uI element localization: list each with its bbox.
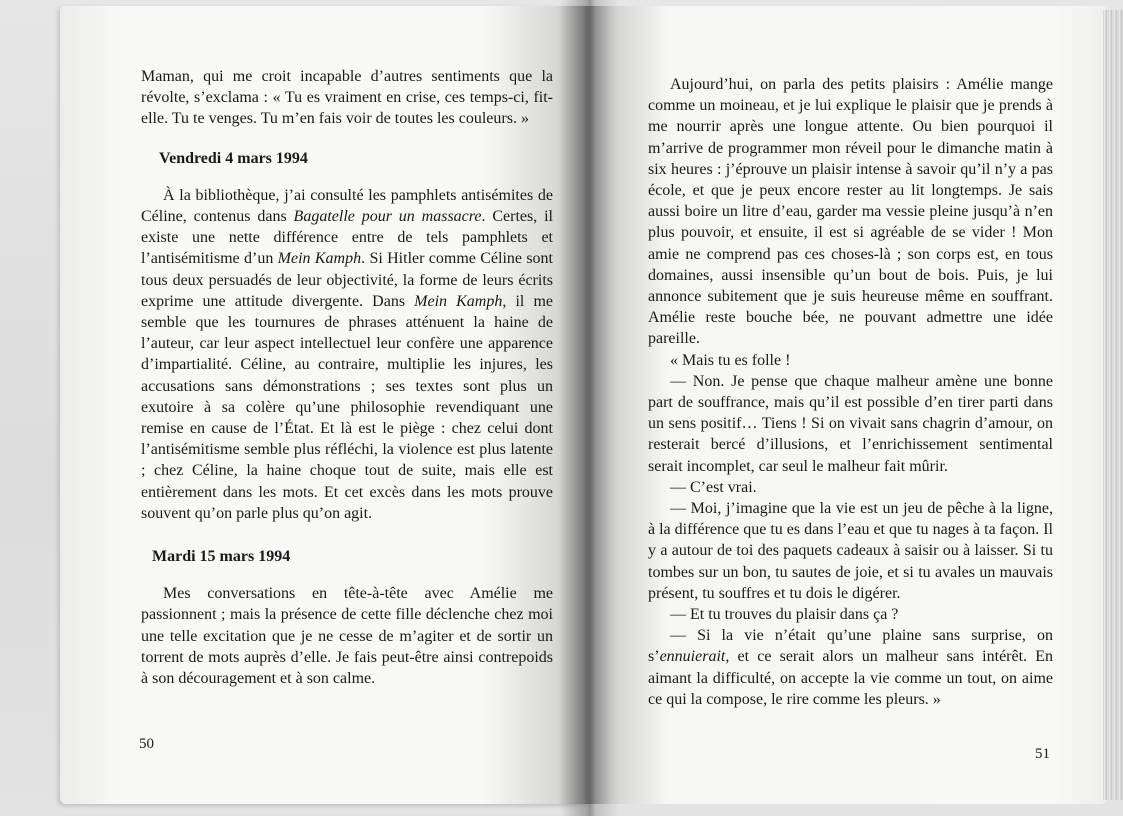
left-opening-paragraph: Maman, qui me croit incapable d’autres sentiments que la révolte, s’exclama : « Tu es vraiment en crise, ces temps-ci, fit-elle. Tu te venges. Tu m’en fais voir de toutes les couleurs. » bbox=[141, 68, 553, 128]
dialogue-line-non: — Non. Je pense que chaque malheur amène une bonne part de souffrance, mais qu’il est possible d’en tirer parti dans un sens positif… Tiens ! Si on vivait sans chagrin d’amour, on resterait bercé d’illusions, et l’enrichissement sentimental serait incomplet, car seul le malheur fait mûrir. bbox=[648, 372, 1053, 475]
entry-paragraph-amelie: Mes conversations en tête-à-tête avec Amélie me passionnent ; mais la présence de cette fille déclenche chez moi une telle excitation que je ne cesse de m’agiter et de sortir un torrent de mots auprès d’elle. Je fais peut-être ainsi contrepoids à son découragement et à son calme. bbox=[141, 585, 553, 688]
left-page bbox=[60, 6, 588, 804]
diary-heading-vendredi: Vendredi 4 mars 1994 bbox=[159, 149, 308, 167]
diary-heading-mardi: Mardi 15 mars 1994 bbox=[152, 548, 291, 566]
left-page-text bbox=[141, 66, 553, 689]
book-title-mein-kamph: Mein Kamph bbox=[277, 250, 362, 268]
right-paragraph-plaisirs: Aujourd’hui, on parla des petits plaisirs : Amélie mange comme un moineau, et je lui explique le plaisir que je prends à me nourrir après une longue attente. Ou bien pourquoi il m’arrive de programmer mon réveil pour le dimanche matin à six heures : j’éprouve un plaisir intense à savoir qu’il n’y a pas école, et que je peux encore rester au lit longtemps. Je sais aussi boire un litre d’eau, garder ma vessie pleine jusqu’à n’en plus pouvoir, et ensuite, il est si agréable de se vider ! Mon amie ne comprend pas ces choses-là ; son corps est, en tous domaines, aussi insensible qu’un bout de bois. Puis, je lui annonce subitement que je suis heureuse même en souffrant. Amélie reste bouche bée, ne pouvant admettre une idée pareille. bbox=[648, 76, 1053, 348]
page-number-right: 51 bbox=[1035, 746, 1050, 762]
dialogue-line-plaine: — Si la vie n’était qu’une plaine sans surprise, on s’ennuierait, et ce serait alors un malheur sans intérêt. En aimant la difficulté, on accepte la vie comme un tout, on aime ce qui la compose, le rire comme les pleurs. » bbox=[648, 627, 1053, 708]
entry-paragraph-celine: À la bibliothèque, j’ai consulté les pamphlets antisémites de Céline, contenus dans Bagatelle pour un massacre. Certes, il existe une nette différence entre de tels pamphlets et l’antisémitisme d’un Mein Kamph. Si Hitler comme Céline sont tous deux persuadés de leur objectivité, la forme de leurs écrits exprime une attitude divergente. Dans Mein Kamph, il me semble que les tournures de phrases atténuent la haine de l’auteur, car leur aspect intellectuel leur confère une apparence d’impartialité. Céline, au contraire, multiplie les injures, les accusations sans démonstrations ; ses textes sont plus un exutoire à sa colère qu’une philosophie revendiquant une remise en cause de l’État. Et là est le piège : chez celui dont l’antisémitisme semble plus réfléchi, la violence est plus latente ; chez Céline, la haine choque tout de suite, mais elle est entièrement dans les mots. Et cet excès dans les mots prouve souvent qu’on parle plus qu’on agit. bbox=[141, 186, 554, 522]
dialogue-line-folle: « Mais tu es folle ! bbox=[670, 351, 791, 369]
book-page-edges bbox=[1103, 10, 1123, 800]
book-title-bagatelle: Bagatelle pour un massacre bbox=[293, 208, 482, 226]
dialogue-line-plaisir: — Et tu trouves du plaisir dans ça ? bbox=[670, 606, 899, 624]
dialogue-line-peche: — Moi, j’imagine que la vie est un jeu de pêche à la ligne, à la différence que tu es dans l’eau et que tu nages à ta façon. Il y a autour de toi des paquets cadeaux à saisir ou à laisser. Si tu tombes sur un bon, tu sautes de joie, et si tu avales un mauvais présent, tu souffres et tu dois le digérer. bbox=[648, 500, 1053, 602]
italic-word-ennuierait: ennuierait bbox=[659, 648, 726, 666]
dialogue-line-vrai: — C’est vrai. bbox=[670, 478, 757, 496]
book-title-mein-kamph-2: Mein Kamph bbox=[414, 292, 503, 310]
page-number-left: 50 bbox=[139, 736, 154, 752]
right-page-text bbox=[648, 74, 1053, 710]
right-page bbox=[585, 6, 1107, 804]
